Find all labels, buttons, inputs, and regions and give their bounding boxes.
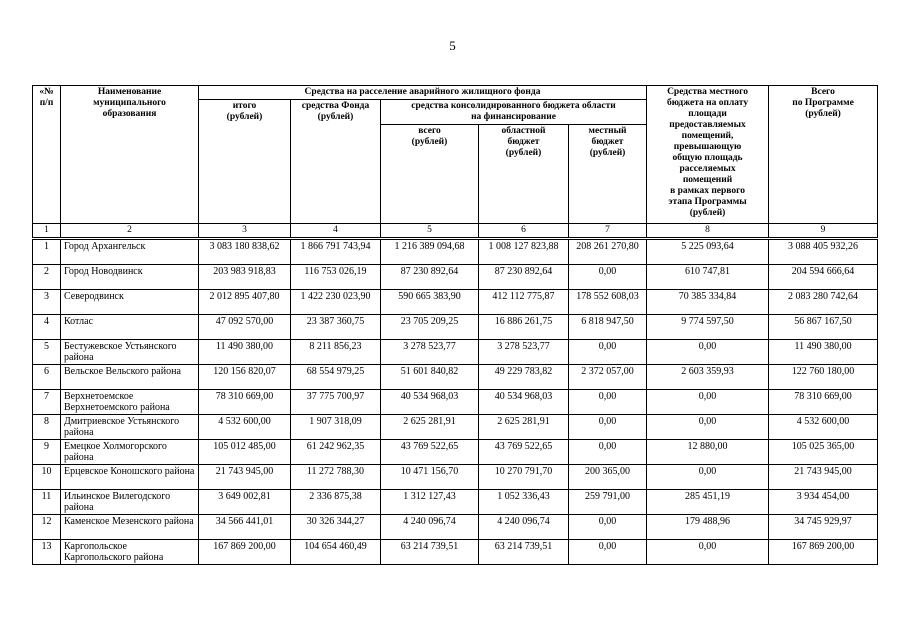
municipality-name: Дмитриевское Устьянского района: [61, 415, 199, 440]
column-number: 7: [569, 224, 647, 239]
header-consolidated: средства консолидированного бюджета области на финансирование: [381, 100, 647, 125]
oblast-budget: 3 278 523,77: [479, 340, 569, 365]
total-funds: 11 490 380,00: [199, 340, 291, 365]
local-budget: 0,00: [569, 515, 647, 540]
fund-funds: 1 422 230 023,90: [291, 290, 381, 315]
program-total: 4 532 600,00: [769, 415, 878, 440]
municipality-name: Бестужевское Устьянского района: [61, 340, 199, 365]
column-number: 1: [33, 224, 61, 239]
local-extra-funds: 12 880,00: [647, 440, 769, 465]
total-funds: 120 156 820,07: [199, 365, 291, 390]
row-number: 2: [33, 265, 61, 290]
municipality-name: Котлас: [61, 315, 199, 340]
fund-funds: 11 272 788,30: [291, 465, 381, 490]
row-number: 12: [33, 515, 61, 540]
local-budget: 0,00: [569, 440, 647, 465]
program-total: 56 867 167,50: [769, 315, 878, 340]
table-row: [33, 290, 878, 315]
row-number: 4: [33, 315, 61, 340]
table-row: [33, 440, 878, 465]
row-number: 9: [33, 440, 61, 465]
oblast-budget: 4 240 096,74: [479, 515, 569, 540]
table-row: [33, 265, 878, 290]
row-number: 13: [33, 540, 61, 565]
local-budget: 178 552 608,03: [569, 290, 647, 315]
municipality-name: Город Новодвинск: [61, 265, 199, 290]
program-table: [32, 85, 878, 565]
table-row: [33, 540, 878, 565]
fund-funds: 30 326 344,27: [291, 515, 381, 540]
program-total: 204 594 666,64: [769, 265, 878, 290]
consolidated-total: 590 665 383,90: [381, 290, 479, 315]
local-extra-funds: 0,00: [647, 540, 769, 565]
table-row: [33, 239, 878, 265]
column-number: 8: [647, 224, 769, 239]
table-row: [33, 465, 878, 490]
header-program-total: Всего по Программе (рублей): [769, 86, 878, 224]
fund-funds: 23 387 360,75: [291, 315, 381, 340]
page-number: 5: [449, 38, 456, 53]
column-number: 2: [61, 224, 199, 239]
fund-funds: 2 336 875,38: [291, 490, 381, 515]
local-budget: 259 791,00: [569, 490, 647, 515]
fund-funds: 68 554 979,25: [291, 365, 381, 390]
municipality-name: Емецкое Холмогорского района: [61, 440, 199, 465]
header-number: «№ п/п: [33, 86, 61, 224]
column-number: 3: [199, 224, 291, 239]
consolidated-total: 1 312 127,43: [381, 490, 479, 515]
oblast-budget: 10 270 791,70: [479, 465, 569, 490]
table-row: [33, 415, 878, 440]
consolidated-total: 4 240 096,74: [381, 515, 479, 540]
local-extra-funds: 285 451,19: [647, 490, 769, 515]
local-extra-funds: 0,00: [647, 390, 769, 415]
municipality-name: Каргопольское Каргопольского района: [61, 540, 199, 565]
column-number: 5: [381, 224, 479, 239]
fund-funds: 116 753 026,19: [291, 265, 381, 290]
header-resettlement-funds: Средства на расселение аварийного жилищного фонда: [199, 86, 647, 100]
program-total: 105 025 365,00: [769, 440, 878, 465]
total-funds: 4 532 600,00: [199, 415, 291, 440]
column-number: 4: [291, 224, 381, 239]
local-budget: 6 818 947,50: [569, 315, 647, 340]
program-total: 78 310 669,00: [769, 390, 878, 415]
header-local-extra: Средства местного бюджета на оплату площади предоставляемых помещений, превышающую общую площадь расселяемых помещений в рамках первого этапа Программы (рублей): [647, 86, 769, 224]
row-number: 7: [33, 390, 61, 415]
fund-funds: 104 654 460,49: [291, 540, 381, 565]
header-local: местный бюджет (рублей): [569, 125, 647, 224]
local-budget: 0,00: [569, 415, 647, 440]
program-total: 122 760 180,00: [769, 365, 878, 390]
program-total: 3 934 454,00: [769, 490, 878, 515]
consolidated-total: 43 769 522,65: [381, 440, 479, 465]
local-budget: 0,00: [569, 340, 647, 365]
row-number: 8: [33, 415, 61, 440]
column-number: 9: [769, 224, 878, 239]
consolidated-total: 40 534 968,03: [381, 390, 479, 415]
local-extra-funds: 2 603 359,93: [647, 365, 769, 390]
table-row: [33, 390, 878, 415]
municipality-name: Вельское Вельского района: [61, 365, 199, 390]
local-budget: 200 365,00: [569, 465, 647, 490]
local-extra-funds: 9 774 597,50: [647, 315, 769, 340]
oblast-budget: 43 769 522,65: [479, 440, 569, 465]
consolidated-total: 23 705 209,25: [381, 315, 479, 340]
local-extra-funds: 610 747,81: [647, 265, 769, 290]
header-itogo: итого (рублей): [199, 100, 291, 224]
column-number-row: [33, 224, 878, 239]
table-row: [33, 490, 878, 515]
row-number: 11: [33, 490, 61, 515]
oblast-budget: 87 230 892,64: [479, 265, 569, 290]
fund-funds: 37 775 700,97: [291, 390, 381, 415]
header-vsego: всего (рублей): [381, 125, 479, 224]
local-extra-funds: 0,00: [647, 415, 769, 440]
column-number: 6: [479, 224, 569, 239]
local-extra-funds: 70 385 334,84: [647, 290, 769, 315]
program-total: 167 869 200,00: [769, 540, 878, 565]
oblast-budget: 49 229 783,82: [479, 365, 569, 390]
consolidated-total: 87 230 892,64: [381, 265, 479, 290]
municipality-name: Северодвинск: [61, 290, 199, 315]
oblast-budget: 63 214 739,51: [479, 540, 569, 565]
oblast-budget: 2 625 281,91: [479, 415, 569, 440]
consolidated-total: 2 625 281,91: [381, 415, 479, 440]
oblast-budget: 1 052 336,43: [479, 490, 569, 515]
local-budget: 208 261 270,80: [569, 239, 647, 265]
table-row: [33, 315, 878, 340]
consolidated-total: 1 216 389 094,68: [381, 239, 479, 265]
program-total: 11 490 380,00: [769, 340, 878, 365]
consolidated-total: 63 214 739,51: [381, 540, 479, 565]
table-row: [33, 515, 878, 540]
fund-funds: 1 907 318,09: [291, 415, 381, 440]
total-funds: 34 566 441,01: [199, 515, 291, 540]
total-funds: 21 743 945,00: [199, 465, 291, 490]
municipality-name: Город Архангельск: [61, 239, 199, 265]
total-funds: 105 012 485,00: [199, 440, 291, 465]
program-total: 34 745 929,97: [769, 515, 878, 540]
municipality-name: Ерцевское Коношского района: [61, 465, 199, 490]
local-extra-funds: 0,00: [647, 340, 769, 365]
consolidated-total: 10 471 156,70: [381, 465, 479, 490]
row-number: 5: [33, 340, 61, 365]
oblast-budget: 1 008 127 823,88: [479, 239, 569, 265]
total-funds: 2 012 895 407,80: [199, 290, 291, 315]
municipality-name: Ильинское Вилегодского района: [61, 490, 199, 515]
program-total: 2 083 280 742,64: [769, 290, 878, 315]
table-row: [33, 365, 878, 390]
local-budget: 0,00: [569, 265, 647, 290]
local-extra-funds: 179 488,96: [647, 515, 769, 540]
row-number: 6: [33, 365, 61, 390]
header-oblast: областной бюджет (рублей): [479, 125, 569, 224]
total-funds: 203 983 918,83: [199, 265, 291, 290]
municipality-name: Каменское Мезенского района: [61, 515, 199, 540]
oblast-budget: 16 886 261,75: [479, 315, 569, 340]
row-number: 1: [33, 239, 61, 265]
row-number: 10: [33, 465, 61, 490]
row-number: 3: [33, 290, 61, 315]
consolidated-total: 3 278 523,77: [381, 340, 479, 365]
table-row: [33, 340, 878, 365]
header-fund: средства Фонда (рублей): [291, 100, 381, 224]
fund-funds: 8 211 856,23: [291, 340, 381, 365]
consolidated-total: 51 601 840,82: [381, 365, 479, 390]
total-funds: 78 310 669,00: [199, 390, 291, 415]
oblast-budget: 40 534 968,03: [479, 390, 569, 415]
local-extra-funds: 5 225 093,64: [647, 239, 769, 265]
fund-funds: 1 866 791 743,94: [291, 239, 381, 265]
header-municipality: Наименование муниципального образования: [61, 86, 199, 224]
total-funds: 3 649 002,81: [199, 490, 291, 515]
oblast-budget: 412 112 775,87: [479, 290, 569, 315]
local-budget: 2 372 057,00: [569, 365, 647, 390]
local-extra-funds: 0,00: [647, 465, 769, 490]
fund-funds: 61 242 962,35: [291, 440, 381, 465]
local-budget: 0,00: [569, 540, 647, 565]
total-funds: 47 092 570,00: [199, 315, 291, 340]
municipality-name: Верхнетоемское Верхнетоемского района: [61, 390, 199, 415]
total-funds: 167 869 200,00: [199, 540, 291, 565]
local-budget: 0,00: [569, 390, 647, 415]
total-funds: 3 083 180 838,62: [199, 239, 291, 265]
program-total: 3 088 405 932,26: [769, 239, 878, 265]
program-total: 21 743 945,00: [769, 465, 878, 490]
